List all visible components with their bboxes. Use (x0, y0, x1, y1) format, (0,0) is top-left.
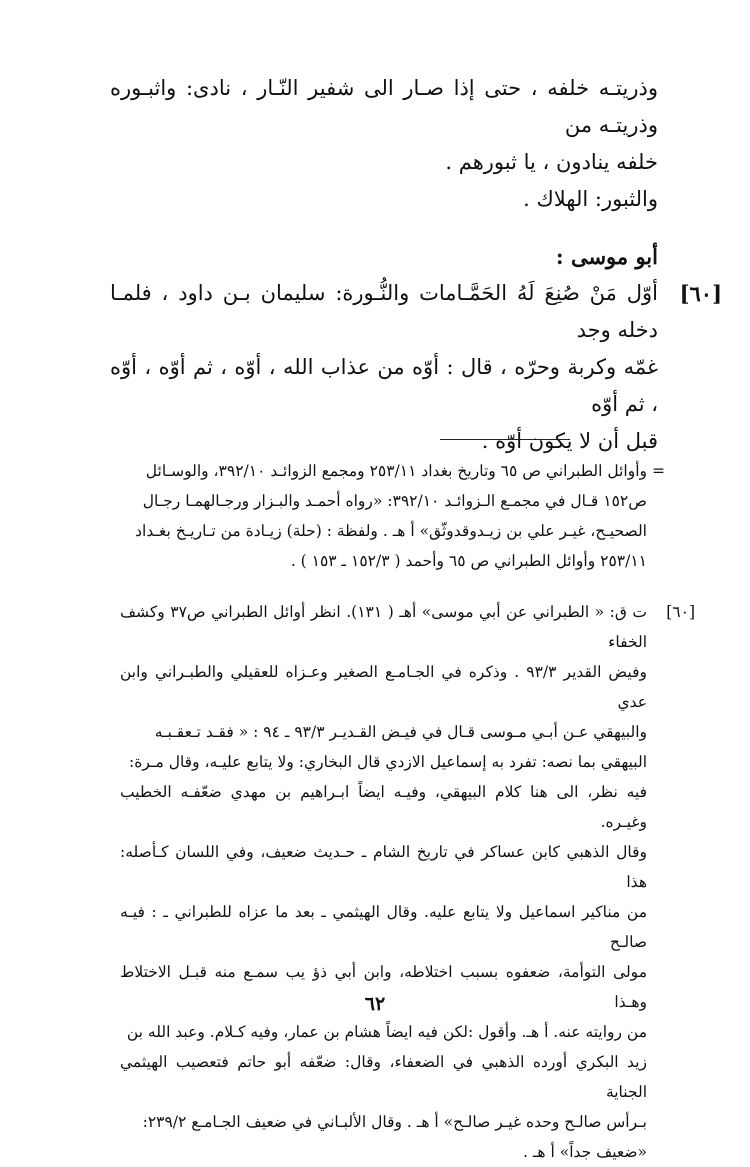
text-line: وذريتـه خلفه ، حتى إذا صـار الى شفير النّـار ، نادى: واثبـوره وذريتـه من (110, 76, 658, 137)
hadith-number: [٦٠] (679, 281, 722, 306)
hadith-line: قبل أن لا يكون أوّه . (481, 429, 658, 453)
footnote-line: ت ق: « الطبراني عن أبي موسى» أهـ ( ١٣١). انظر أوائل الطبراني ص٣٧ وكشف الخفاء (120, 603, 647, 651)
page-number: ٦٢ (364, 993, 386, 1015)
footnote-60 (120, 597, 695, 1167)
footnote-line: من روايته عنه. أ هـ. وأقول :لكن فيه ايضاً هشام بن عمار، وفيه كـلام. وعبد الله بن (126, 1023, 647, 1041)
footnote-line: فيه نظر، الى هنا كلام البيهقي، وفيـه ايضاً ابـراهيم بن مهدي ضعّفـه الخطيب وغيـره. (120, 783, 647, 831)
hadith-line: غمّه وكربة وحرّه ، قال : أوّه من عذاب الله ، أوّه ، ثم أوّه ، أوّه ، ثم أوّه (110, 355, 658, 416)
text-line: خلفه ينادون ، يا ثبورهم . (445, 150, 658, 174)
hadith-block (110, 275, 722, 460)
footnote-line: البيهقي بما نصه: تفرد به إسماعيل الازدي قال البخاري: ولا يتابع عليـه، وقال مـرة: (129, 753, 647, 771)
footnote-line: وأوائل الطبراني ص ٦٥ وتاريخ بغداد ٢٥٣/١١ ومجمع الزوائـد ٣٩٢/١٠، والوسـائل (145, 462, 647, 480)
footnote-line: وفيض القدير ٩٣/٣ . وذكره في الجـامـع الصغير وعـزاه للعقيلي والطبـراني وابن عدي (120, 663, 647, 711)
footnote-line: «ضعيف جداً» أ هـ . (522, 1143, 647, 1161)
footnote-line: وقال الذهبي كابن عساكر في تاريخ الشام ـ حـديث ضعيف، وفي اللسان كـأصله: هذا (120, 843, 647, 891)
footnote-line: ٢٥٣/١١ وأوائل الطبراني ص ٦٥ وأحمد ( ١٥٢/٣ ـ ١٥٣ ) . (290, 552, 647, 570)
footnote-line: من مناكير اسماعيل ولا يتابع عليه. وقال الهيثمي ـ بعد ما عزاه للطبراني ـ : فيـه صالـح (120, 903, 647, 951)
footnote-line: ص١٥٢ قـال في مجمـع الـزوائـد ٣٩٢/١٠: «رواه أحمـد والبـزار ورجـالهمـا رجـال (142, 492, 647, 510)
footnote-line: بـرأس صالـح وحده غيـر صالـح» أ هـ . وقال الألبـاني في ضعيف الجـامـع ٢٣٩/٢: (142, 1113, 647, 1131)
footnote-line: مولى التوأمة، ضعفوه بسبب اختلاطه، وابن أبي ذؤ يب سمـع منه قبـل الاختلاط وهـذا (120, 963, 647, 1011)
footnote-line: والبيهقي عـن أبـي مـوسى قـال في فيـض القـديـر ٩٣/٣ ـ ٩٤ : « فقـد تـعقـبـه (154, 723, 647, 741)
footnote-separator (440, 439, 570, 440)
continuation-mark: = (652, 462, 665, 480)
footnote-line: زيد البكري أورده الذهبي في الضعفاء، وقال: ضعّفه أبو حاتم فتعصيب الهيثمي الجناية (120, 1053, 647, 1101)
footnote-number: [٦٠] (666, 603, 695, 621)
main-text (110, 70, 722, 460)
footnote-line: الصحيـح، غيـر علي بن زيـدوقدوثّق» أ هـ . ولفظة : (حلة) زيـادة من تـاريـخ بغـداد (135, 522, 647, 540)
hadith-line: أوّل مَنْ صُنِعَ لَهُ الحَمَّـامات والنُّـورة: سليمان بـن داود ، فلمـا دخله وجد (110, 281, 658, 342)
narrator-heading: أبو موسى : (555, 244, 658, 269)
footnote-continuation (120, 456, 665, 576)
text-line: والثبور: الهلاك . (523, 187, 658, 211)
